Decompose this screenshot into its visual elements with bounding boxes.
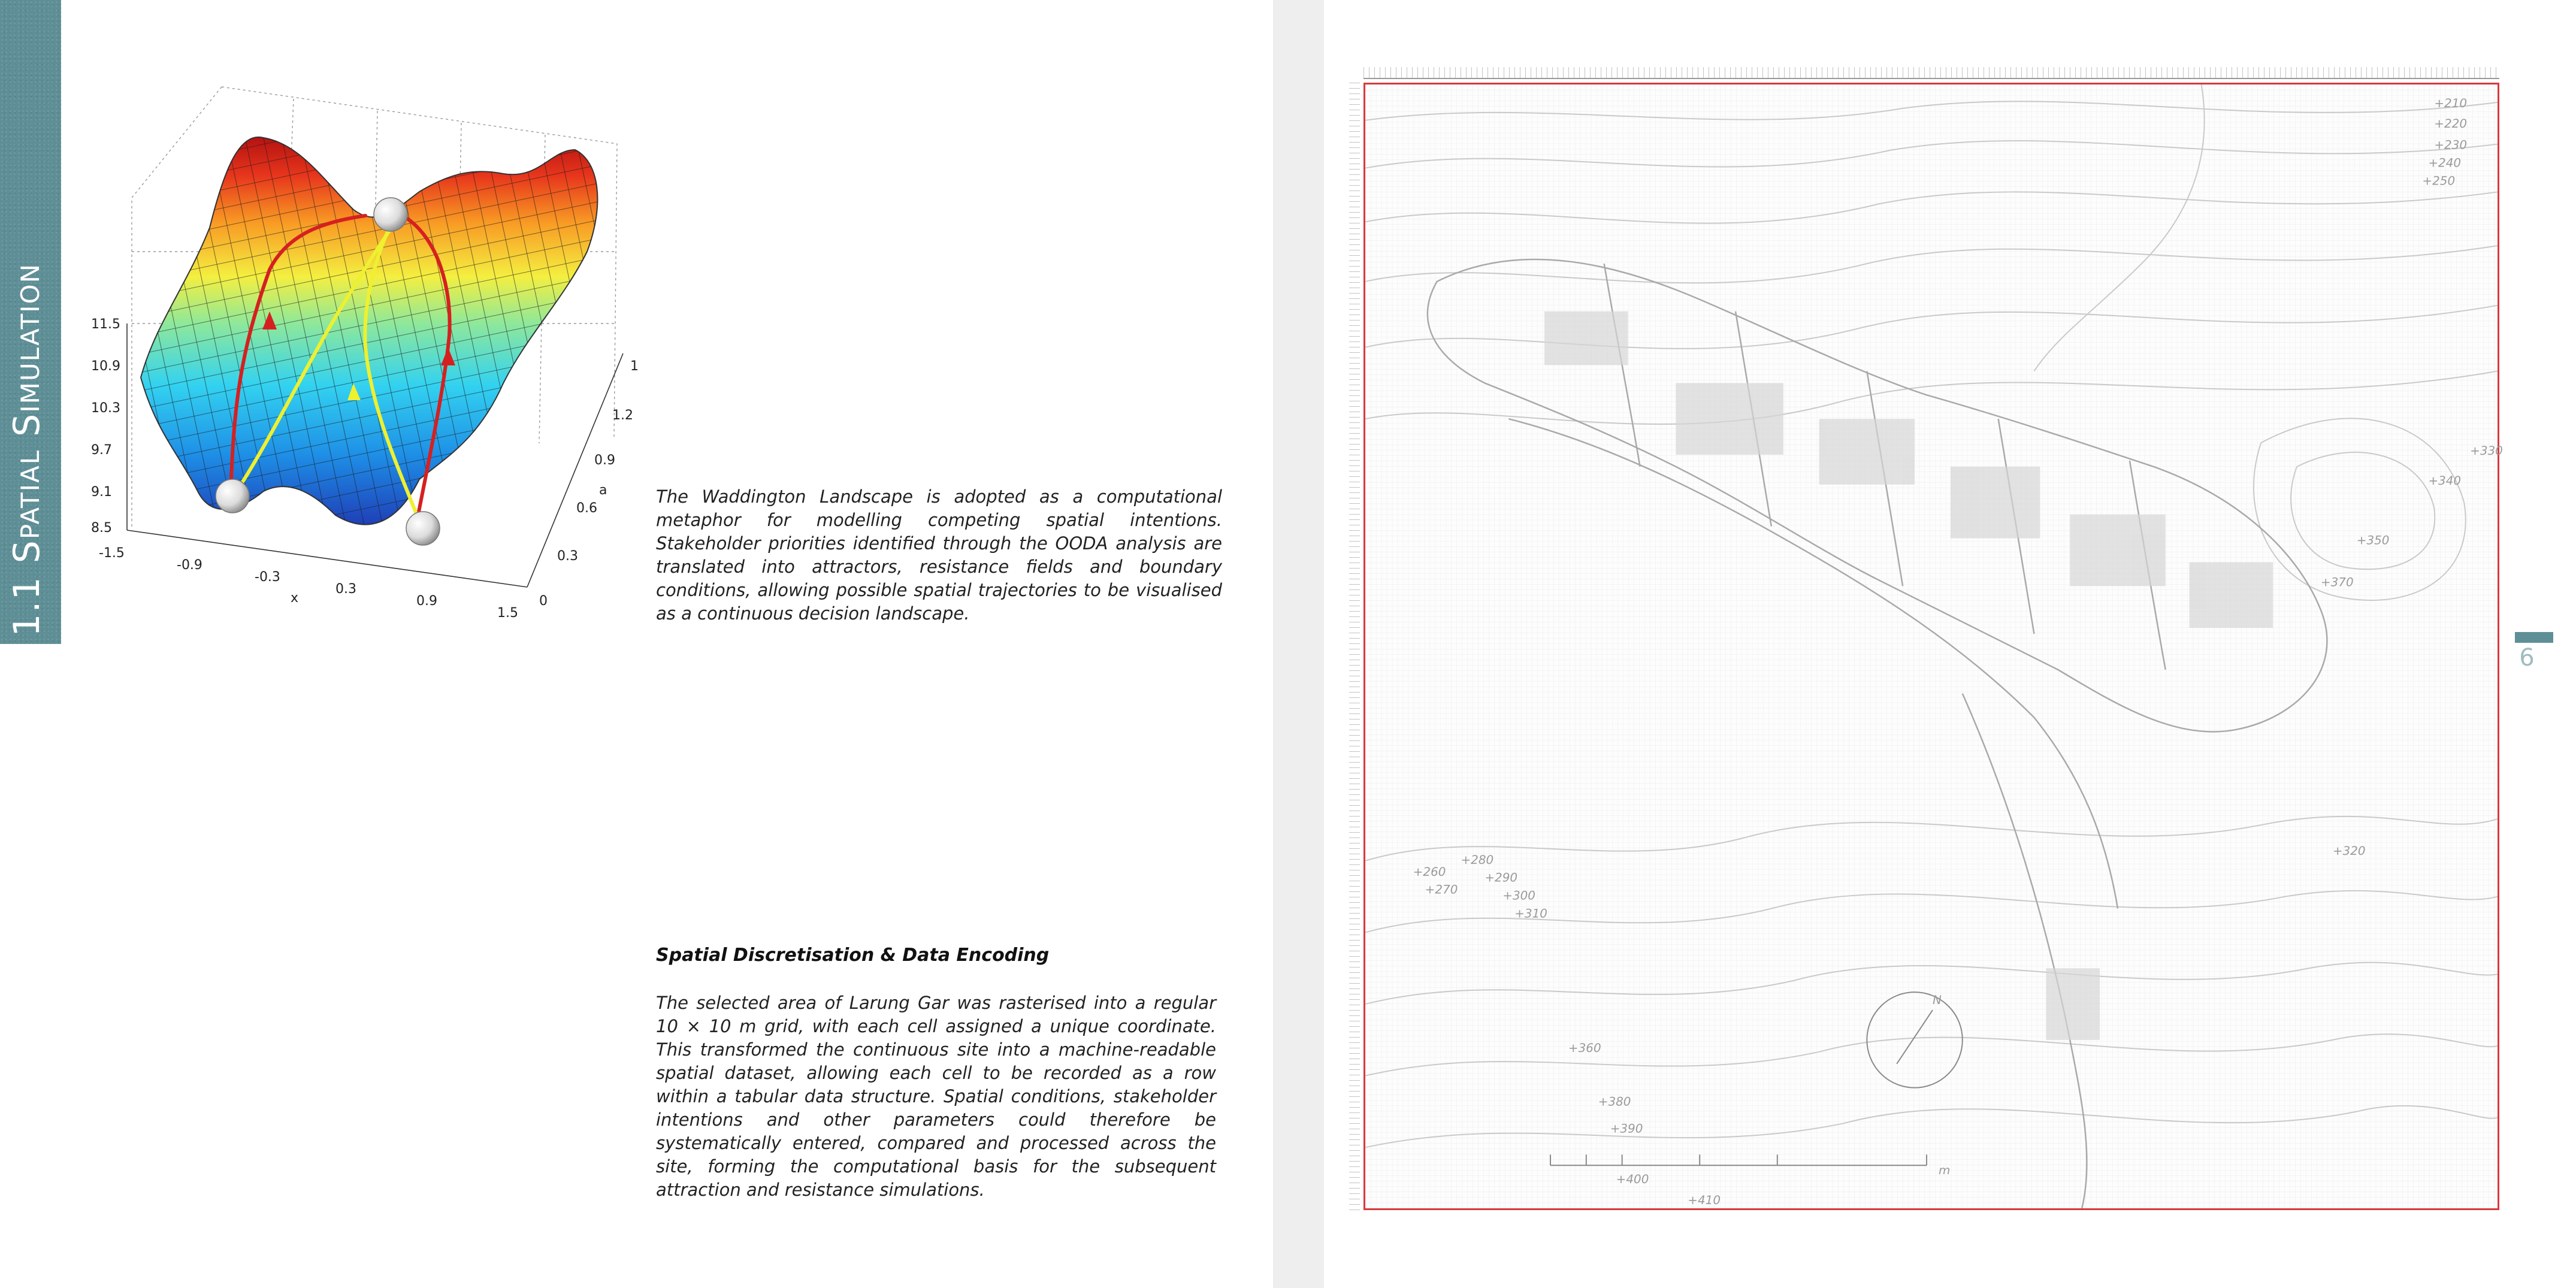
grid-column-ruler (1363, 67, 2499, 79)
contour-label: +370 (2320, 575, 2354, 589)
contour-label: +360 (1568, 1041, 1601, 1055)
contour-label: +340 (2428, 473, 2462, 488)
a-tick: 1.2 (612, 408, 633, 423)
contour-label: +280 (1461, 852, 1494, 867)
section-tab (0, 0, 61, 644)
a-tick: 0.9 (594, 453, 615, 468)
waddington-landscape-figure (84, 72, 659, 629)
section-title: 1.1 Spatial Simulation (6, 263, 48, 637)
grid-column-ruler-line (1363, 78, 2499, 79)
a-tick: 0.6 (576, 501, 597, 516)
contour-label: +330 (2470, 444, 2503, 458)
page-gutter (1273, 0, 1324, 1288)
contour-label: +250 (2422, 174, 2456, 188)
contour-label: +310 (1514, 906, 1547, 921)
page-marker (2515, 632, 2553, 643)
contour-label: +230 (2434, 138, 2468, 152)
x-tick: -0.3 (255, 570, 280, 585)
x-tick: -1.5 (99, 546, 125, 561)
a-tick: 0 (539, 594, 548, 609)
contour-label: +270 (1425, 882, 1458, 897)
section-heading: Spatial Discretisation & Data Encoding (656, 945, 1050, 966)
contour-label: +320 (2332, 843, 2366, 858)
site-grid-map (1363, 83, 2503, 1210)
ball-top (374, 198, 407, 231)
contour-label: +400 (1616, 1172, 1649, 1187)
page-number: 6 (2519, 644, 2535, 672)
a-tick: 0.3 (557, 549, 578, 564)
y-tick: 11.5 (91, 317, 120, 332)
x-tick: 1.5 (497, 606, 518, 621)
scale-unit: m (1938, 1163, 1951, 1178)
contour-label: +300 (1502, 888, 1535, 903)
ball-left (216, 479, 249, 513)
a-tick: 1 (630, 359, 639, 374)
x-tick: -0.9 (177, 558, 202, 573)
y-tick: 8.5 (91, 521, 112, 536)
contour-label: +350 (2356, 533, 2390, 548)
y-tick: 10.9 (91, 359, 120, 374)
contour-label: +380 (1598, 1095, 1631, 1109)
contour-label: +290 (1484, 870, 1518, 885)
contour-label: +390 (1610, 1121, 1643, 1136)
body-paragraph: The selected area of Larung Gar was rasterised into a regular 10 × 10 m grid, with each cell assigned a unique coordinate. This transformed the continuous site into a machine-readable spatial dataset, allowing each cell to be recorded as a row within a tabular data structure. Spatial conditions, stakeholder intentions and other parameters could therefore be systematically entered, compared and processed across the site, forming the computational basis for the subsequent attraction and resistance simulations. (656, 993, 1216, 1200)
contour-label: +260 (1413, 864, 1446, 879)
intro-paragraph: The Waddington Landscape is adopted as a computational metaphor for modelling competing spatial intentions. Stakeholder priorities identified through the OODA analysis are translated into attractors, resistance fields and boundary conditions, allowing possible spatial trajectories to be visualised as a continuous decision landscape. (656, 486, 1222, 624)
a-axis-label: a (599, 483, 607, 498)
contour-label: +410 (1688, 1193, 1721, 1208)
contour-label: +240 (2428, 156, 2462, 170)
contour-label: +210 (2434, 96, 2468, 110)
y-tick: 9.1 (91, 485, 112, 500)
y-tick: 9.7 (91, 443, 112, 458)
ball-right (406, 512, 440, 545)
y-tick: 10.3 (91, 401, 120, 416)
north-label: N (1932, 993, 1942, 1008)
x-tick: 0.9 (416, 594, 437, 609)
grid-row-ruler (1349, 83, 1360, 1210)
x-axis-label: x (291, 591, 299, 606)
left-page (0, 0, 1273, 1288)
contour-label: +220 (2434, 116, 2468, 131)
x-tick: 0.3 (335, 582, 356, 597)
